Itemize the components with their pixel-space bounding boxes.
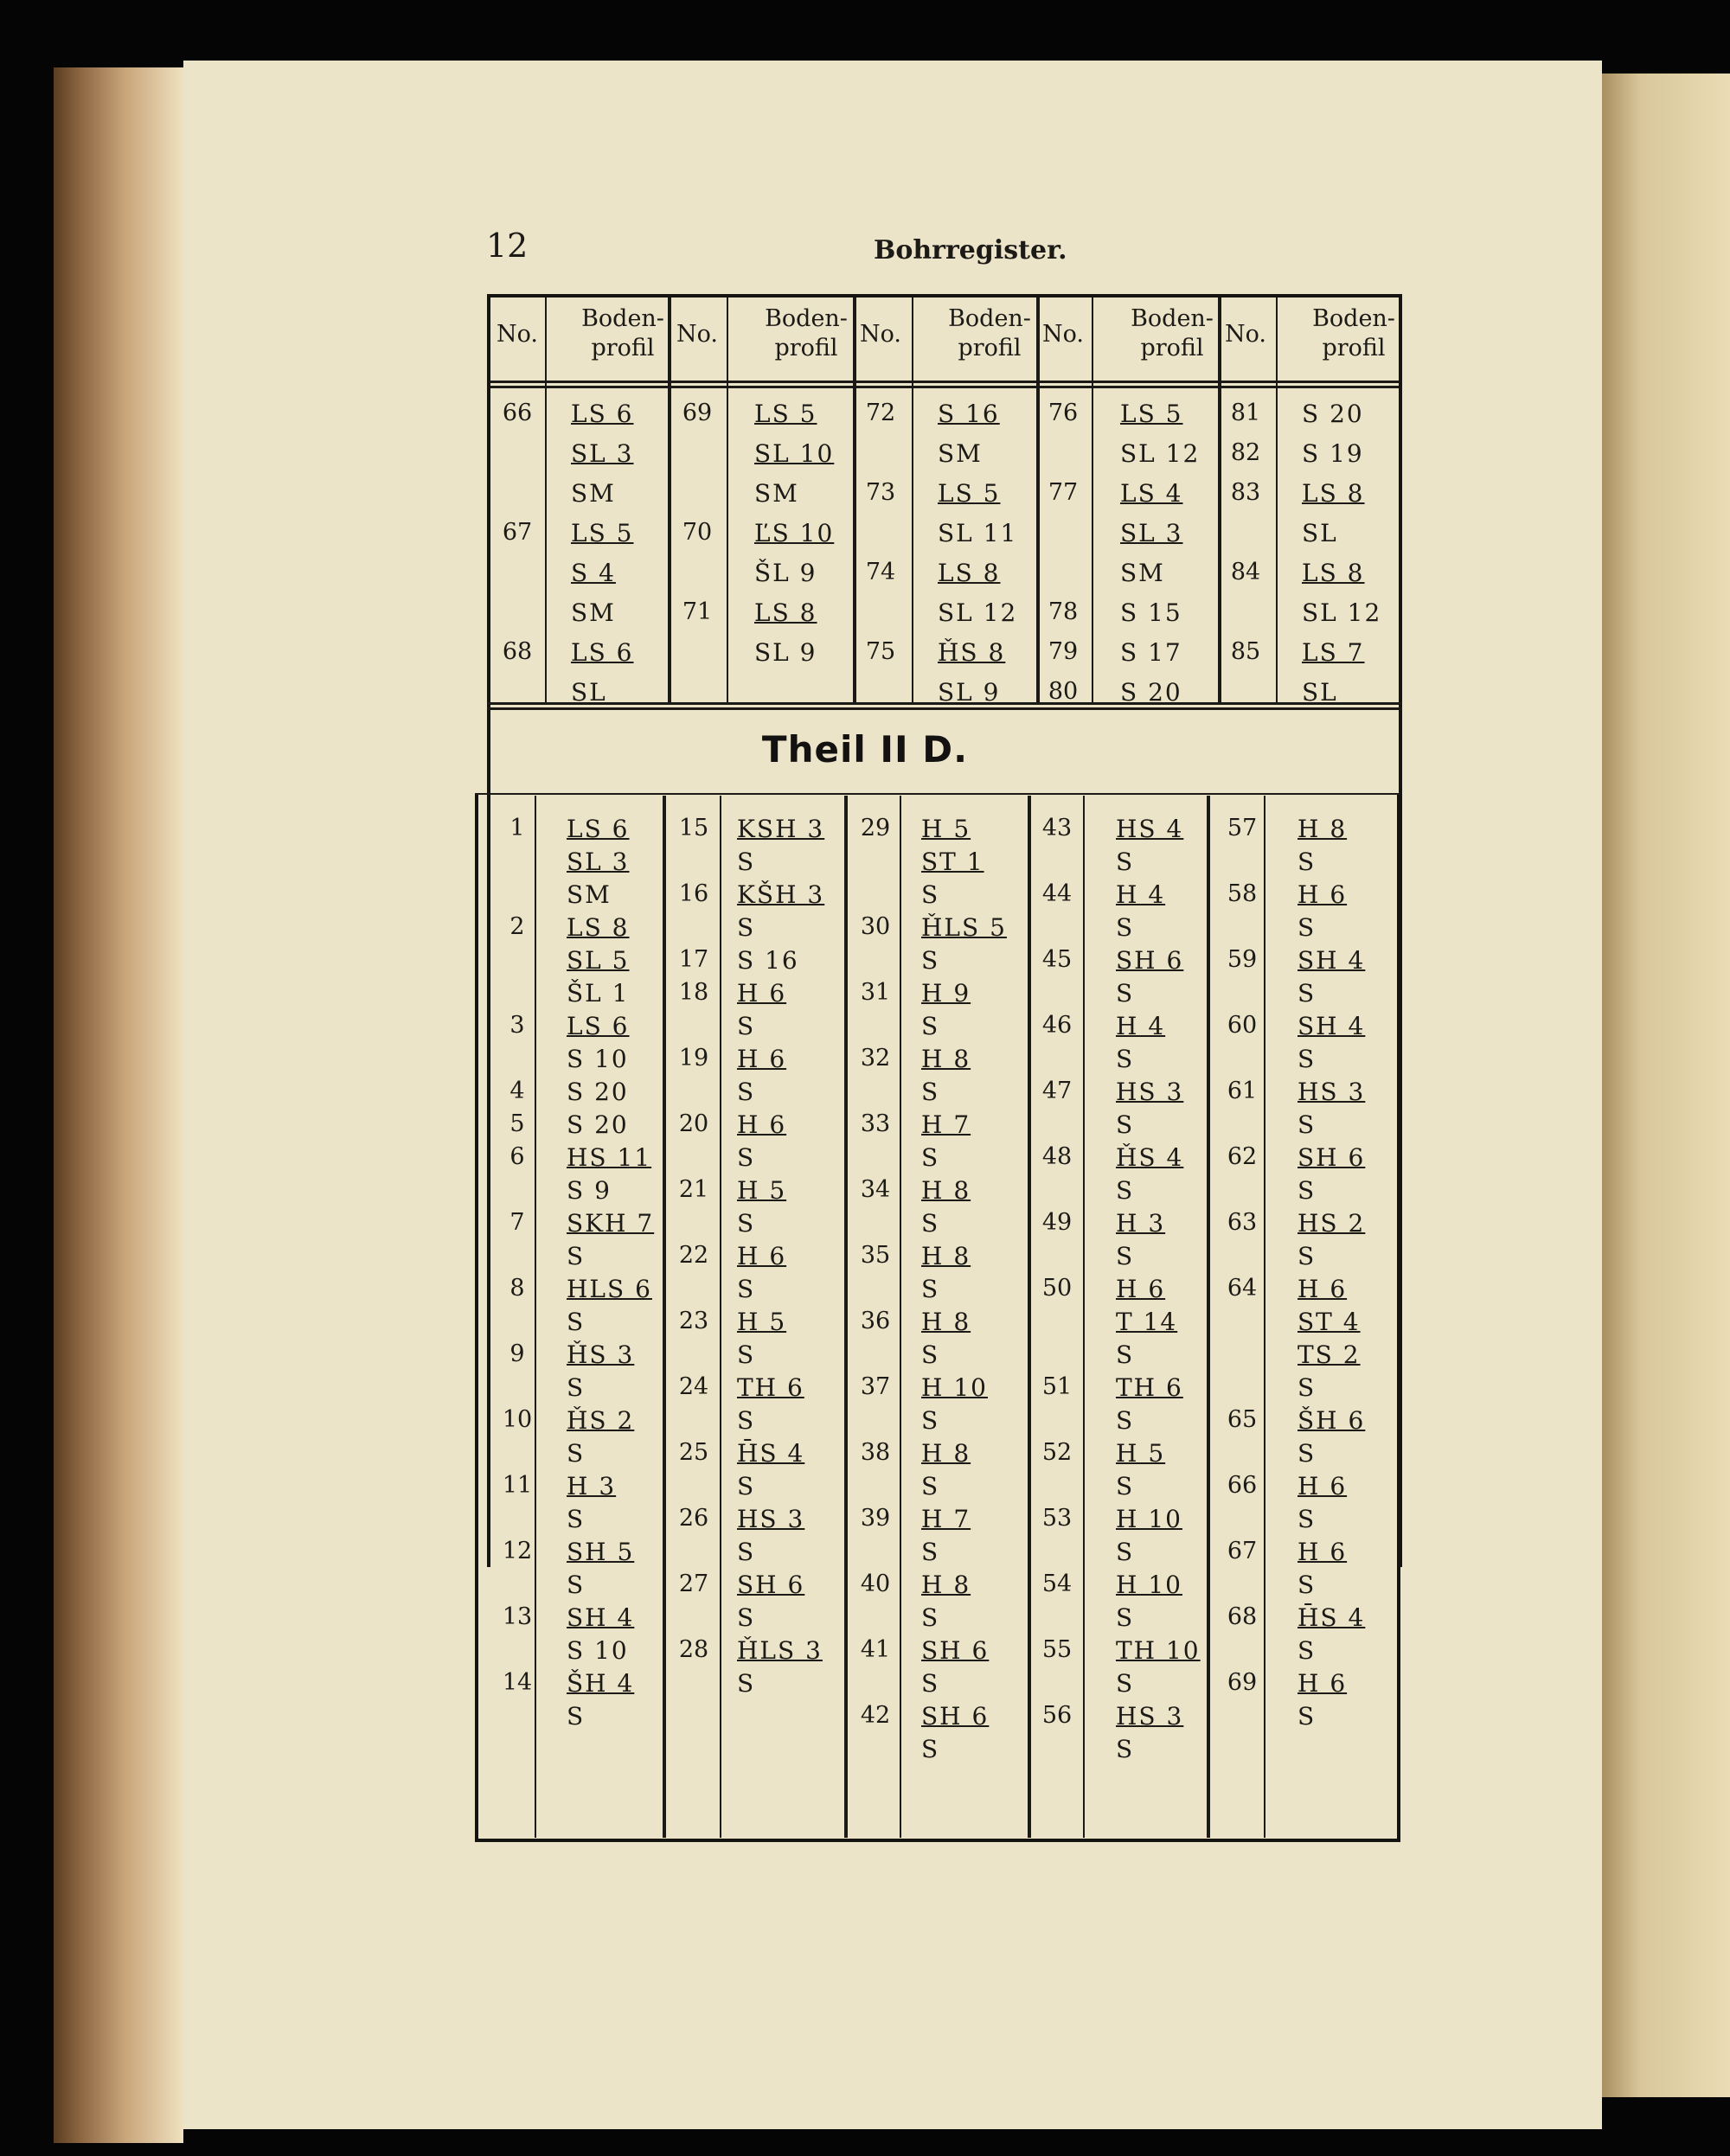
soil-profile-line: ŠH 4 xyxy=(567,1669,635,1698)
next-page-edge xyxy=(1602,74,1730,2097)
row-number: 42 xyxy=(860,1702,891,1729)
soil-profile-line: LS 6 xyxy=(571,400,634,428)
header-bodenprofil: Boden- profil xyxy=(765,305,848,361)
soil-profile-line: SH 6 xyxy=(737,1571,805,1599)
soil-profile-line: S xyxy=(567,1571,586,1599)
row-number: 53 xyxy=(1041,1505,1073,1532)
row-number: 84 xyxy=(1230,559,1261,585)
soil-profile-line: S xyxy=(921,1275,940,1303)
soil-profile-line: SM xyxy=(571,479,616,508)
row-number: 67 xyxy=(502,519,533,546)
soil-profile-line: H 7 xyxy=(921,1110,971,1139)
soil-profile-line: S xyxy=(1298,1505,1317,1533)
soil-profile-line: SH 5 xyxy=(567,1538,635,1566)
soil-profile-line: H 4 xyxy=(1116,1012,1166,1040)
row-number: 62 xyxy=(1227,1143,1258,1170)
soil-profile-line: S xyxy=(737,1143,756,1172)
soil-profile-line: HS 2 xyxy=(1298,1209,1366,1238)
soil-profile-line: S xyxy=(567,1702,586,1731)
soil-profile-line: TH 10 xyxy=(1116,1636,1201,1665)
soil-profile-line: T 14 xyxy=(1116,1308,1178,1336)
soil-profile-line: SL 9 xyxy=(938,678,1001,707)
soil-profile-line: LS 5 xyxy=(938,479,1001,508)
soil-profile-line: S xyxy=(921,1078,940,1106)
soil-profile-line: LS 6 xyxy=(567,815,630,843)
soil-profile-line: S xyxy=(921,880,940,909)
soil-profile-line: S xyxy=(1298,1110,1317,1139)
soil-profile-line: ST 4 xyxy=(1298,1308,1361,1336)
soil-profile-line: H 6 xyxy=(1298,1669,1348,1698)
soil-profile-line: S xyxy=(921,1012,940,1040)
row-number: 76 xyxy=(1048,400,1079,426)
soil-profile-line: SH 4 xyxy=(1298,946,1366,975)
soil-profile-line: S xyxy=(1116,1472,1135,1500)
row-number: 74 xyxy=(865,559,896,585)
row-number: 78 xyxy=(1048,598,1079,625)
soil-profile-line: HS 11 xyxy=(567,1143,652,1172)
row-number: 13 xyxy=(502,1603,533,1630)
soil-profile-line: S 17 xyxy=(1120,638,1182,667)
column-rule xyxy=(545,297,547,704)
soil-profile-line: ȞS 8 xyxy=(938,638,1006,667)
row-number: 60 xyxy=(1227,1012,1258,1039)
soil-profile-line: H 9 xyxy=(921,979,971,1008)
row-number: 65 xyxy=(1227,1406,1258,1433)
row-number: 7 xyxy=(509,1209,525,1236)
soil-profile-line: S 4 xyxy=(571,559,616,587)
soil-profile-line: S xyxy=(1298,1176,1317,1205)
row-number: 43 xyxy=(1041,815,1073,841)
column-rule xyxy=(844,796,848,1838)
soil-profile-line: SL 3 xyxy=(567,848,630,876)
soil-profile-line: H 8 xyxy=(921,1242,971,1270)
row-number: 44 xyxy=(1041,880,1073,907)
soil-profile-line: S xyxy=(921,1209,940,1238)
soil-profile-line: SH 6 xyxy=(1298,1143,1366,1172)
soil-profile-line: SL xyxy=(571,678,607,707)
soil-profile-line: S 10 xyxy=(567,1636,629,1665)
soil-profile-line: KŠH 3 xyxy=(737,880,825,909)
soil-profile-line: S xyxy=(1116,1735,1135,1763)
soil-profile-line: S xyxy=(737,1340,756,1369)
soil-profile-line: SL 9 xyxy=(754,638,817,667)
row-number: 11 xyxy=(502,1472,533,1499)
soil-profile-line: ȞLS 3 xyxy=(737,1636,823,1665)
soil-profile-line: S 19 xyxy=(1302,439,1364,468)
soil-profile-line: S xyxy=(1116,1110,1135,1139)
soil-profile-line: H 10 xyxy=(1116,1571,1182,1599)
soil-profile-line: H 5 xyxy=(737,1308,787,1336)
column-rule xyxy=(720,796,721,1838)
soil-profile-line: S xyxy=(737,1472,756,1500)
part2-top-rule xyxy=(475,793,1400,795)
soil-profile-line: H 5 xyxy=(1116,1439,1166,1468)
soil-profile-line: S xyxy=(921,1538,940,1566)
soil-profile-line: ĽS 10 xyxy=(754,519,835,547)
row-number: 54 xyxy=(1041,1571,1073,1597)
soil-profile-line: H̄S 4 xyxy=(737,1439,805,1468)
soil-profile-line: S xyxy=(1298,1242,1317,1270)
soil-profile-line: SL 5 xyxy=(567,946,630,975)
header-rule xyxy=(490,381,1399,383)
column-rule xyxy=(727,297,728,704)
row-number: 20 xyxy=(678,1110,709,1137)
row-number: 85 xyxy=(1230,638,1261,665)
row-number: 79 xyxy=(1048,638,1079,665)
soil-profile-line: S xyxy=(567,1505,586,1533)
soil-profile-line: ŠH 6 xyxy=(1298,1406,1366,1435)
row-number: 1 xyxy=(509,815,525,841)
soil-profile-line: LS 5 xyxy=(754,400,817,428)
header-bodenprofil: Boden- profil xyxy=(948,305,1031,361)
row-number: 30 xyxy=(860,913,891,940)
soil-profile-line: S xyxy=(1116,848,1135,876)
soil-profile-line: H 8 xyxy=(921,1571,971,1599)
soil-profile-line: S xyxy=(1116,1406,1135,1435)
soil-profile-line: S xyxy=(737,1669,756,1698)
soil-profile-line: S xyxy=(1298,913,1317,942)
row-number: 70 xyxy=(682,519,713,546)
running-head: Bohrregister. xyxy=(874,235,1067,266)
soil-profile-line: S xyxy=(921,1472,940,1500)
row-number: 27 xyxy=(678,1571,709,1597)
row-number: 32 xyxy=(860,1045,891,1072)
soil-profile-line: SL 12 xyxy=(1302,598,1382,627)
header-bodenprofil: Boden- profil xyxy=(1312,305,1395,361)
soil-profile-line: TS 2 xyxy=(1298,1340,1361,1369)
soil-profile-line: HS 3 xyxy=(737,1505,805,1533)
soil-profile-line: SL xyxy=(1302,519,1338,547)
row-number: 37 xyxy=(860,1373,891,1400)
soil-profile-line: H 4 xyxy=(1116,880,1166,909)
soil-profile-line: SL 12 xyxy=(1120,439,1201,468)
page-number: 12 xyxy=(486,227,529,265)
soil-profile-line: S 16 xyxy=(737,946,799,975)
soil-profile-line: H 6 xyxy=(737,1045,787,1073)
column-rule xyxy=(1083,796,1085,1838)
soil-profile-line: S xyxy=(1298,1373,1317,1402)
header-no: No. xyxy=(1042,321,1084,348)
soil-profile-line: S xyxy=(1298,1636,1317,1665)
soil-profile-line: S xyxy=(1298,1702,1317,1731)
column-rule xyxy=(1276,297,1278,704)
soil-profile-line: SL 11 xyxy=(938,519,1018,547)
row-number: 25 xyxy=(678,1439,709,1466)
row-number: 46 xyxy=(1041,1012,1073,1039)
header-bodenprofil: Boden- profil xyxy=(581,305,664,361)
row-number: 8 xyxy=(509,1275,525,1302)
row-number: 35 xyxy=(860,1242,891,1269)
row-number: 12 xyxy=(502,1538,533,1564)
soil-profile-line: ST 1 xyxy=(921,848,984,876)
soil-profile-line: SM xyxy=(571,598,616,627)
soil-profile-line: H 6 xyxy=(1116,1275,1166,1303)
header-no: No. xyxy=(860,321,901,348)
soil-profile-line: S xyxy=(1116,1538,1135,1566)
row-number: 9 xyxy=(509,1340,525,1367)
row-number: 2 xyxy=(509,913,525,940)
row-number: 18 xyxy=(678,979,709,1006)
row-number: 75 xyxy=(865,638,896,665)
row-number: 82 xyxy=(1230,439,1261,466)
soil-profile-line: H 3 xyxy=(1116,1209,1166,1238)
soil-profile-line: H̄S 4 xyxy=(1298,1603,1366,1632)
soil-profile-line: S xyxy=(1116,1045,1135,1073)
soil-profile-line: H 10 xyxy=(921,1373,988,1402)
soil-profile-line: KSH 3 xyxy=(737,815,825,843)
row-number: 55 xyxy=(1041,1636,1073,1663)
soil-profile-line: S xyxy=(921,1735,940,1763)
soil-profile-line: H 6 xyxy=(1298,1472,1348,1500)
soil-profile-line: LS 5 xyxy=(571,519,634,547)
row-number: 40 xyxy=(860,1571,891,1597)
soil-profile-line: HLS 6 xyxy=(567,1275,652,1303)
soil-profile-line: SH 4 xyxy=(1298,1012,1366,1040)
row-number: 69 xyxy=(682,400,713,426)
soil-profile-line: S 9 xyxy=(567,1176,612,1205)
row-number: 48 xyxy=(1041,1143,1073,1170)
soil-profile-line: H 8 xyxy=(921,1439,971,1468)
row-number: 50 xyxy=(1041,1275,1073,1302)
soil-profile-line: S xyxy=(737,1538,756,1566)
soil-profile-line: S xyxy=(737,1078,756,1106)
row-number: 83 xyxy=(1230,479,1261,506)
soil-profile-line: S xyxy=(1116,913,1135,942)
row-number: 68 xyxy=(1227,1603,1258,1630)
soil-profile-line: S xyxy=(1116,1603,1135,1632)
soil-profile-line: SL 10 xyxy=(754,439,835,468)
soil-profile-line: S xyxy=(1298,848,1317,876)
soil-profile-line: S xyxy=(737,1406,756,1435)
soil-profile-line: TH 6 xyxy=(737,1373,804,1402)
row-number: 49 xyxy=(1041,1209,1073,1236)
soil-profile-line: LS 8 xyxy=(754,598,817,627)
soil-profile-line: SM xyxy=(938,439,983,468)
soil-profile-line: LS 6 xyxy=(571,638,634,667)
soil-profile-line: SH 6 xyxy=(921,1702,990,1731)
row-number: 61 xyxy=(1227,1078,1258,1104)
row-number: 66 xyxy=(1227,1472,1258,1499)
row-number: 24 xyxy=(678,1373,709,1400)
row-number: 72 xyxy=(865,400,896,426)
soil-profile-line: S xyxy=(737,1209,756,1238)
soil-profile-line: H 5 xyxy=(921,815,971,843)
row-number: 4 xyxy=(509,1078,525,1104)
column-rule xyxy=(663,796,666,1838)
soil-profile-line: LS 8 xyxy=(567,913,630,942)
soil-profile-line: HS 3 xyxy=(1116,1078,1184,1106)
row-number: 67 xyxy=(1227,1538,1258,1564)
row-number: 6 xyxy=(509,1143,525,1170)
row-number: 28 xyxy=(678,1636,709,1663)
column-rule xyxy=(1207,796,1210,1838)
soil-profile-line: S xyxy=(737,1275,756,1303)
soil-profile-line: SM xyxy=(754,479,799,508)
part-rule xyxy=(487,707,1402,710)
soil-profile-line: H 10 xyxy=(1116,1505,1182,1533)
soil-profile-line: S xyxy=(921,946,940,975)
header-bodenprofil: Boden- profil xyxy=(1131,305,1214,361)
row-number: 34 xyxy=(860,1176,891,1203)
soil-profile-line: SL 12 xyxy=(938,598,1018,627)
row-number: 5 xyxy=(509,1110,525,1137)
soil-profile-line: HS 3 xyxy=(1298,1078,1366,1106)
row-number: 57 xyxy=(1227,815,1258,841)
soil-profile-line: LS 8 xyxy=(1302,559,1365,587)
soil-profile-line: S xyxy=(737,848,756,876)
row-number: 3 xyxy=(509,1012,525,1039)
row-number: 41 xyxy=(860,1636,891,1663)
row-number: 15 xyxy=(678,815,709,841)
soil-profile-line: ŠL 1 xyxy=(567,979,630,1008)
row-number: 33 xyxy=(860,1110,891,1137)
soil-profile-line: S xyxy=(921,1669,940,1698)
row-number: 81 xyxy=(1230,400,1261,426)
soil-profile-line: S xyxy=(567,1439,586,1468)
soil-profile-line: SL xyxy=(1302,678,1338,707)
soil-profile-line: S 15 xyxy=(1120,598,1182,627)
soil-profile-line: S xyxy=(921,1143,940,1172)
row-number: 22 xyxy=(678,1242,709,1269)
book-spine-edge xyxy=(54,67,183,2143)
row-number: 17 xyxy=(678,946,709,973)
column-rule xyxy=(1092,297,1093,704)
soil-profile-line: H 6 xyxy=(737,1110,787,1139)
row-number: 47 xyxy=(1041,1078,1073,1104)
soil-profile-line: H 6 xyxy=(1298,880,1348,909)
soil-profile-line: ȞS 2 xyxy=(567,1406,635,1435)
row-number: 10 xyxy=(502,1406,533,1433)
soil-profile-line: SH 6 xyxy=(921,1636,990,1665)
soil-profile-line: ŠL 9 xyxy=(754,559,817,587)
soil-profile-line: H 6 xyxy=(737,979,787,1008)
soil-profile-line: S 10 xyxy=(567,1045,629,1073)
row-number: 26 xyxy=(678,1505,709,1532)
soil-profile-line: S xyxy=(921,1406,940,1435)
soil-profile-line: LS 8 xyxy=(1302,479,1365,508)
row-number: 39 xyxy=(860,1505,891,1532)
row-number: 64 xyxy=(1227,1275,1258,1302)
row-number: 66 xyxy=(502,400,533,426)
soil-profile-line: H 8 xyxy=(1298,815,1348,843)
row-number: 56 xyxy=(1041,1702,1073,1729)
row-number: 71 xyxy=(682,598,713,625)
row-number: 45 xyxy=(1041,946,1073,973)
row-number: 73 xyxy=(865,479,896,506)
header-no: No. xyxy=(1225,321,1266,348)
soil-profile-line: LS 4 xyxy=(1120,479,1183,508)
row-number: 63 xyxy=(1227,1209,1258,1236)
row-number: 52 xyxy=(1041,1439,1073,1466)
soil-profile-line: S xyxy=(567,1373,586,1402)
soil-profile-line: SH 4 xyxy=(567,1603,635,1632)
soil-profile-line: S xyxy=(567,1308,586,1336)
soil-profile-line: S xyxy=(737,1012,756,1040)
soil-profile-line: H 8 xyxy=(921,1308,971,1336)
soil-profile-line: S xyxy=(1116,1340,1135,1369)
row-number: 23 xyxy=(678,1308,709,1334)
soil-profile-line: S xyxy=(567,1242,586,1270)
soil-profile-line: S 16 xyxy=(938,400,1000,428)
soil-profile-line: S xyxy=(1116,1176,1135,1205)
soil-profile-line: H 3 xyxy=(567,1472,617,1500)
row-number: 80 xyxy=(1048,678,1079,705)
soil-profile-line: S xyxy=(1116,1242,1135,1270)
soil-profile-line: S 20 xyxy=(567,1078,629,1106)
soil-profile-line: S xyxy=(1298,1571,1317,1599)
soil-profile-line: SM xyxy=(1120,559,1165,587)
soil-profile-line: LS 7 xyxy=(1302,638,1365,667)
row-number: 16 xyxy=(678,880,709,907)
soil-profile-line: S xyxy=(1298,979,1317,1008)
soil-profile-line: H 8 xyxy=(921,1045,971,1073)
header-rule xyxy=(490,386,1399,388)
row-number: 69 xyxy=(1227,1669,1258,1696)
soil-profile-line: TH 6 xyxy=(1116,1373,1183,1402)
soil-profile-line: HS 3 xyxy=(1116,1702,1184,1731)
row-number: 21 xyxy=(678,1176,709,1203)
soil-profile-line: S 20 xyxy=(1302,400,1364,428)
header-no: No. xyxy=(497,321,538,348)
soil-profile-line: S xyxy=(1298,1045,1317,1073)
soil-profile-line: H 6 xyxy=(737,1242,787,1270)
soil-profile-line: H 7 xyxy=(921,1505,971,1533)
soil-profile-line: LS 6 xyxy=(567,1012,630,1040)
soil-profile-line: LS 8 xyxy=(938,559,1001,587)
soil-profile-line: H 5 xyxy=(737,1176,787,1205)
soil-profile-line: SL 3 xyxy=(571,439,634,468)
soil-profile-line: ȞLS 5 xyxy=(921,913,1007,942)
row-number: 14 xyxy=(502,1669,533,1696)
row-number: 59 xyxy=(1227,946,1258,973)
soil-profile-line: ȞS 4 xyxy=(1116,1143,1184,1172)
soil-profile-line: S 20 xyxy=(567,1110,629,1139)
row-number: 68 xyxy=(502,638,533,665)
column-rule xyxy=(912,297,913,704)
soil-profile-line: SH 6 xyxy=(1116,946,1184,975)
soil-profile-line: S xyxy=(1298,1439,1317,1468)
soil-profile-line: S 20 xyxy=(1120,678,1182,707)
soil-profile-line: HS 4 xyxy=(1116,815,1184,843)
row-number: 36 xyxy=(860,1308,891,1334)
soil-profile-line: S xyxy=(737,913,756,942)
row-number: 77 xyxy=(1048,479,1079,506)
soil-profile-line: H 8 xyxy=(921,1176,971,1205)
row-number: 29 xyxy=(860,815,891,841)
soil-profile-line: SL 3 xyxy=(1120,519,1183,547)
soil-profile-line: S xyxy=(1116,1669,1135,1698)
row-number: 19 xyxy=(678,1045,709,1072)
row-number: 51 xyxy=(1041,1373,1073,1400)
header-no: No. xyxy=(676,321,718,348)
soil-profile-line: H 6 xyxy=(1298,1538,1348,1566)
soil-profile-line: S xyxy=(921,1340,940,1369)
soil-profile-line: SM xyxy=(567,880,612,909)
soil-profile-line: LS 5 xyxy=(1120,400,1183,428)
row-number: 58 xyxy=(1227,880,1258,907)
row-number: 31 xyxy=(860,979,891,1006)
section-title: Theil II D. xyxy=(761,728,969,771)
soil-profile-line: ȞS 3 xyxy=(567,1340,635,1369)
soil-profile-line: S xyxy=(737,1603,756,1632)
soil-profile-line: H 6 xyxy=(1298,1275,1348,1303)
soil-profile-line: S xyxy=(921,1603,940,1632)
soil-profile-line: S xyxy=(1116,979,1135,1008)
row-number: 38 xyxy=(860,1439,891,1466)
soil-profile-line: SKH 7 xyxy=(567,1209,655,1238)
